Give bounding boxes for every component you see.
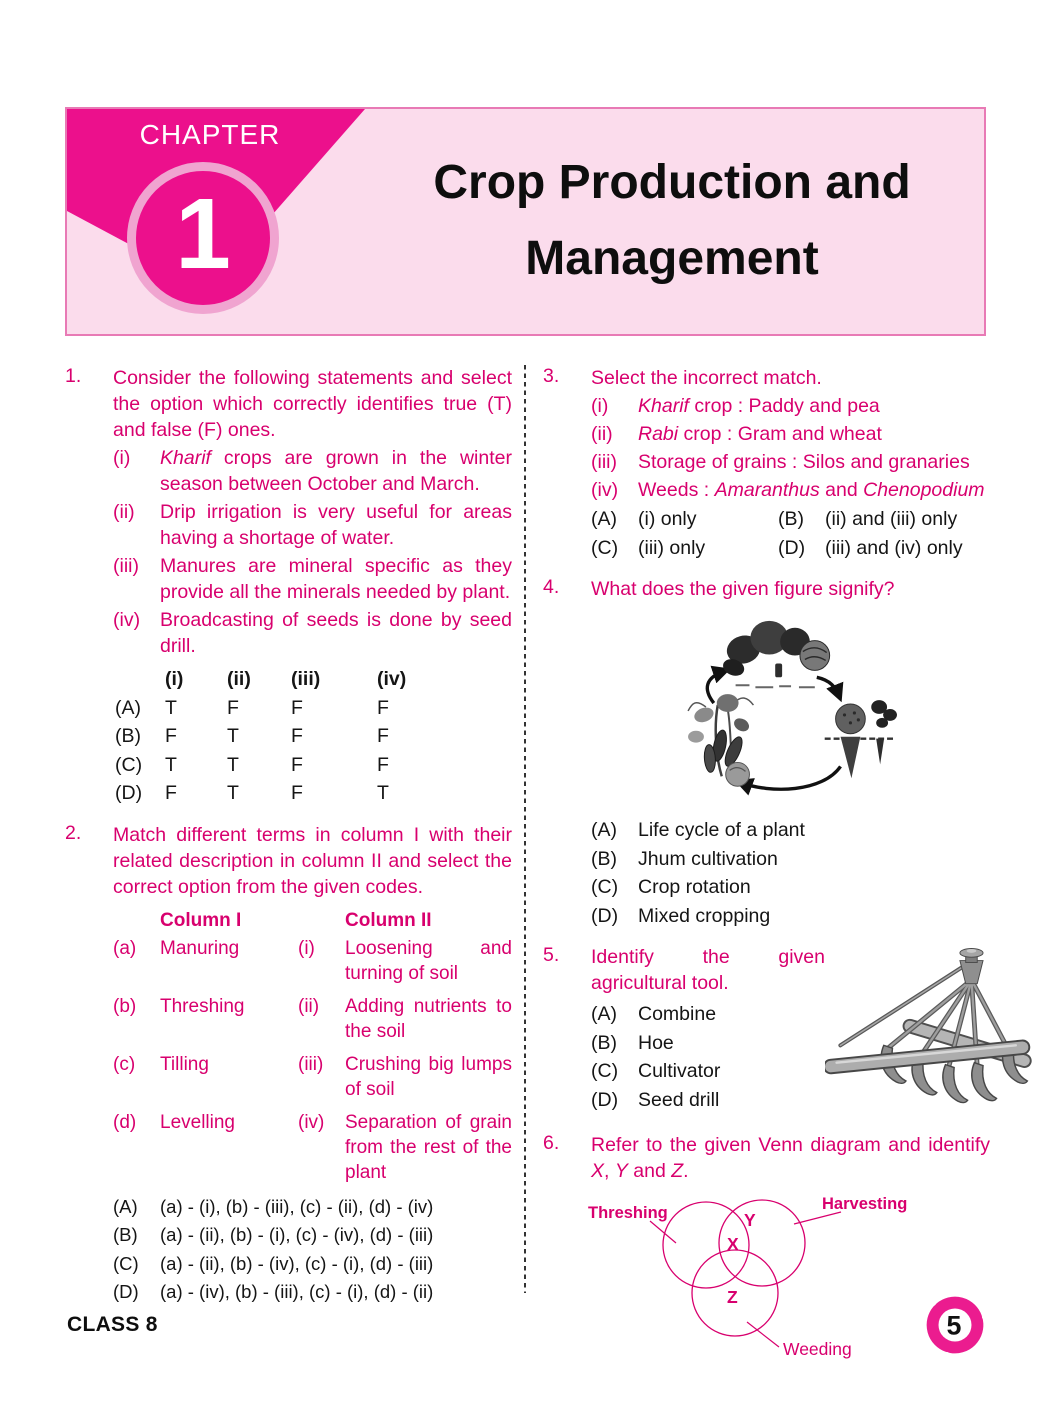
option-text: Cultivator — [638, 1060, 721, 1082]
column-divider — [524, 365, 526, 1293]
tf-cell: T — [165, 696, 177, 719]
tf-cell: F — [227, 696, 239, 719]
option — [591, 845, 990, 874]
option-label: (B) — [115, 725, 141, 747]
question-6 — [543, 1132, 990, 1184]
option-label: (A) — [591, 819, 617, 841]
option-label: (D) — [778, 536, 806, 559]
chapter-number: 1 — [175, 178, 231, 290]
class-label: CLASS 8 — [67, 1313, 158, 1336]
option-label: (A) — [591, 1003, 617, 1025]
option — [591, 1000, 825, 1029]
statement-item — [113, 553, 512, 605]
venn-label-z: Z — [727, 1287, 738, 1307]
tf-cell: F — [377, 725, 389, 747]
tf-row — [115, 751, 512, 780]
option-text: Combine — [638, 1003, 717, 1025]
pea-plant-glyph — [688, 694, 753, 786]
options-list — [113, 1193, 512, 1307]
match-row — [113, 994, 512, 1044]
page-number: 5 — [946, 1310, 962, 1341]
option-text: (a) - (ii), (b) - (iv), (c) - (i), (d) - (iii) — [160, 1252, 434, 1274]
tf-header-row — [115, 665, 512, 694]
option-label: (C) — [591, 876, 619, 898]
option — [591, 1057, 825, 1086]
chapter-number-badge — [127, 162, 279, 314]
option-text: Mixed cropping — [638, 904, 771, 927]
item-label: (a) — [113, 937, 137, 959]
match-row — [113, 1052, 512, 1102]
chapter-header — [65, 107, 986, 336]
item-label: (iv) — [113, 609, 141, 631]
item-label: (i) — [298, 937, 315, 959]
page-title-line2: Management — [525, 232, 819, 285]
question-stem: What does the given figure signify? — [591, 578, 895, 600]
tf-row — [115, 779, 512, 808]
venn-label-weeding: Weeding — [783, 1339, 852, 1359]
question-stem: Consider the following statements and select the option which correctly identifies true (T) and false (F) ones. — [113, 367, 512, 441]
crop-rotation-cycle-figure — [675, 608, 990, 812]
tf-header: (i) — [165, 668, 184, 690]
option-label: (A) — [591, 508, 617, 530]
option-text: Crop rotation — [638, 876, 751, 898]
page-title-line1: Crop Production and — [433, 156, 911, 209]
option — [591, 873, 990, 902]
tf-cell: T — [227, 753, 239, 776]
option-label: (D) — [115, 782, 143, 804]
left-column — [65, 365, 512, 1321]
question-4 — [543, 576, 990, 930]
item-text: Manures are mineral specific as they provide all the minerals needed by plant. — [160, 555, 512, 603]
tf-cell: T — [165, 753, 177, 776]
option-text: (iii) and (iv) only — [825, 536, 963, 559]
column-2-header: Column II — [345, 909, 432, 931]
option-text: Hoe — [638, 1031, 674, 1054]
leafy-vegetables-glyph — [721, 621, 830, 687]
item-label: (iv) — [591, 479, 619, 501]
option-label: (B) — [113, 1224, 138, 1245]
match-row — [113, 936, 512, 986]
page-title — [367, 145, 977, 297]
options-list — [591, 816, 990, 930]
question-number: 4. — [543, 576, 560, 598]
match-item — [591, 421, 990, 447]
option-label: (D) — [113, 1281, 139, 1302]
right-column — [543, 365, 990, 1364]
tf-header: (iii) — [291, 668, 321, 690]
option-label: (C) — [115, 753, 143, 776]
option-text: (a) - (i), (b) - (iii), (c) - (ii), (d) - (iv) — [160, 1195, 434, 1217]
item-text: Kharif crop : Paddy and pea — [638, 395, 880, 417]
option-label: (D) — [591, 1088, 619, 1111]
question-number: 1. — [65, 365, 82, 387]
item-label: (d) — [113, 1111, 137, 1133]
option — [113, 1221, 512, 1250]
option-label: (D) — [591, 904, 619, 927]
item-label: (iv) — [298, 1111, 325, 1133]
option-text: (iii) only — [638, 536, 706, 559]
option-text: Seed drill — [638, 1088, 720, 1111]
option-label: (A) — [113, 1195, 138, 1217]
venn-label-x: X — [727, 1234, 739, 1254]
question-stem: Select the incorrect match. — [591, 367, 822, 389]
chapter-label: CHAPTER — [139, 119, 281, 150]
tf-cell: F — [377, 753, 389, 776]
item-label: (b) — [113, 995, 137, 1017]
item-label: (c) — [113, 1053, 136, 1075]
question-5 — [543, 944, 990, 1118]
tf-row — [115, 722, 512, 751]
option-label: (C) — [113, 1252, 139, 1274]
option-label: (B) — [591, 847, 617, 870]
tf-row — [115, 694, 512, 723]
question-stem: Refer to the given Venn diagram and identify X, Y and Z. — [591, 1134, 990, 1182]
description: Loosening and turning of soil — [345, 937, 512, 984]
option — [113, 1278, 512, 1307]
item-label: (i) — [113, 447, 131, 469]
option-text: Jhum cultivation — [638, 847, 778, 870]
option — [591, 816, 990, 845]
option-label: (A) — [115, 696, 141, 719]
question-1 — [65, 365, 512, 808]
statement-item — [113, 607, 512, 659]
options-grid — [591, 505, 990, 562]
venn-label-threshing: Threshing — [588, 1204, 668, 1222]
column-1-header: Column I — [160, 909, 242, 931]
question-stem: Match different terms in column I with their related description in column II and select the correct option from the given codes. — [113, 823, 512, 898]
option — [591, 902, 990, 931]
description: Adding nutrients to the soil — [345, 995, 512, 1042]
question-number: 2. — [65, 821, 82, 844]
tf-cell: T — [227, 725, 239, 747]
option — [113, 1250, 512, 1279]
match-item — [591, 393, 990, 419]
item-label: (iii) — [591, 451, 617, 473]
term: Threshing — [160, 995, 245, 1017]
term: Levelling — [160, 1111, 235, 1133]
match-item — [591, 449, 990, 475]
option-label: (B) — [778, 508, 804, 530]
option-text: (ii) and (iii) only — [825, 508, 958, 530]
item-label: (iii) — [298, 1053, 324, 1075]
question-3 — [543, 365, 990, 562]
option-text: (i) only — [638, 508, 697, 530]
match-item — [591, 477, 990, 503]
question-2 — [65, 822, 512, 1307]
option — [113, 1193, 512, 1222]
tf-cell: T — [227, 782, 239, 804]
venn-label-harvesting: Harvesting — [822, 1195, 908, 1213]
item-text: Storage of grains : Silos and granaries — [638, 451, 970, 473]
item-label: (ii) — [591, 423, 613, 445]
tf-cell: F — [165, 725, 177, 747]
options-list — [591, 1000, 825, 1114]
term: Manuring — [160, 937, 240, 959]
venn-label-y: Y — [744, 1210, 756, 1230]
option-label: (C) — [591, 1060, 619, 1082]
tf-cell: F — [377, 696, 389, 719]
true-false-table — [115, 665, 512, 808]
question-number: 5. — [543, 944, 560, 966]
item-text: Drip irrigation is very useful for areas having a shortage of water. — [160, 501, 512, 549]
statement-item — [113, 445, 512, 497]
option-text: (a) - (ii), (b) - (i), (c) - (iv), (d) - (iii) — [160, 1224, 434, 1245]
tf-cell: F — [291, 782, 303, 804]
item-text: Broadcasting of seeds is done by seed drill. — [160, 609, 512, 657]
description: Crushing big lumps of soil — [345, 1053, 512, 1100]
match-table-header — [113, 908, 512, 934]
tf-header: (ii) — [227, 668, 251, 690]
question-number: 6. — [543, 1132, 560, 1154]
tf-cell: F — [291, 725, 303, 747]
description: Separation of grain from the rest of the plant — [345, 1111, 512, 1183]
item-label: (i) — [591, 395, 609, 417]
term: Tilling — [160, 1053, 209, 1075]
match-table — [113, 908, 512, 1185]
item-label: (ii) — [113, 501, 135, 523]
option — [591, 1086, 825, 1115]
question-stem: Identify the given agricultural tool. — [591, 946, 825, 994]
page-number-badge — [922, 1292, 988, 1363]
statement-item — [113, 499, 512, 551]
item-text: Rabi crop : Gram and wheat — [638, 423, 882, 445]
tf-cell: F — [165, 782, 177, 804]
tf-header: (iv) — [377, 668, 407, 690]
item-label: (iii) — [113, 555, 139, 577]
option-text: Life cycle of a plant — [638, 819, 805, 841]
option-text: (a) - (iv), (b) - (iii), (c) - (i), (d) - (ii) — [160, 1281, 434, 1302]
root-vegetables-glyph — [825, 700, 897, 778]
match-row — [113, 1110, 512, 1185]
item-label: (ii) — [298, 995, 320, 1017]
question-number: 3. — [543, 365, 560, 387]
tf-cell: T — [377, 782, 389, 804]
option-label: (C) — [591, 536, 619, 559]
option — [591, 1029, 825, 1058]
tf-cell: F — [291, 696, 303, 719]
item-text: Weeds : Amaranthus and Chenopodium — [638, 479, 985, 501]
item-text: Kharif crops are grown in the winter season between October and March. — [160, 447, 512, 495]
tf-cell: F — [291, 753, 303, 776]
cultivator-tool-figure — [825, 944, 1037, 1118]
option-label: (B) — [591, 1031, 617, 1054]
